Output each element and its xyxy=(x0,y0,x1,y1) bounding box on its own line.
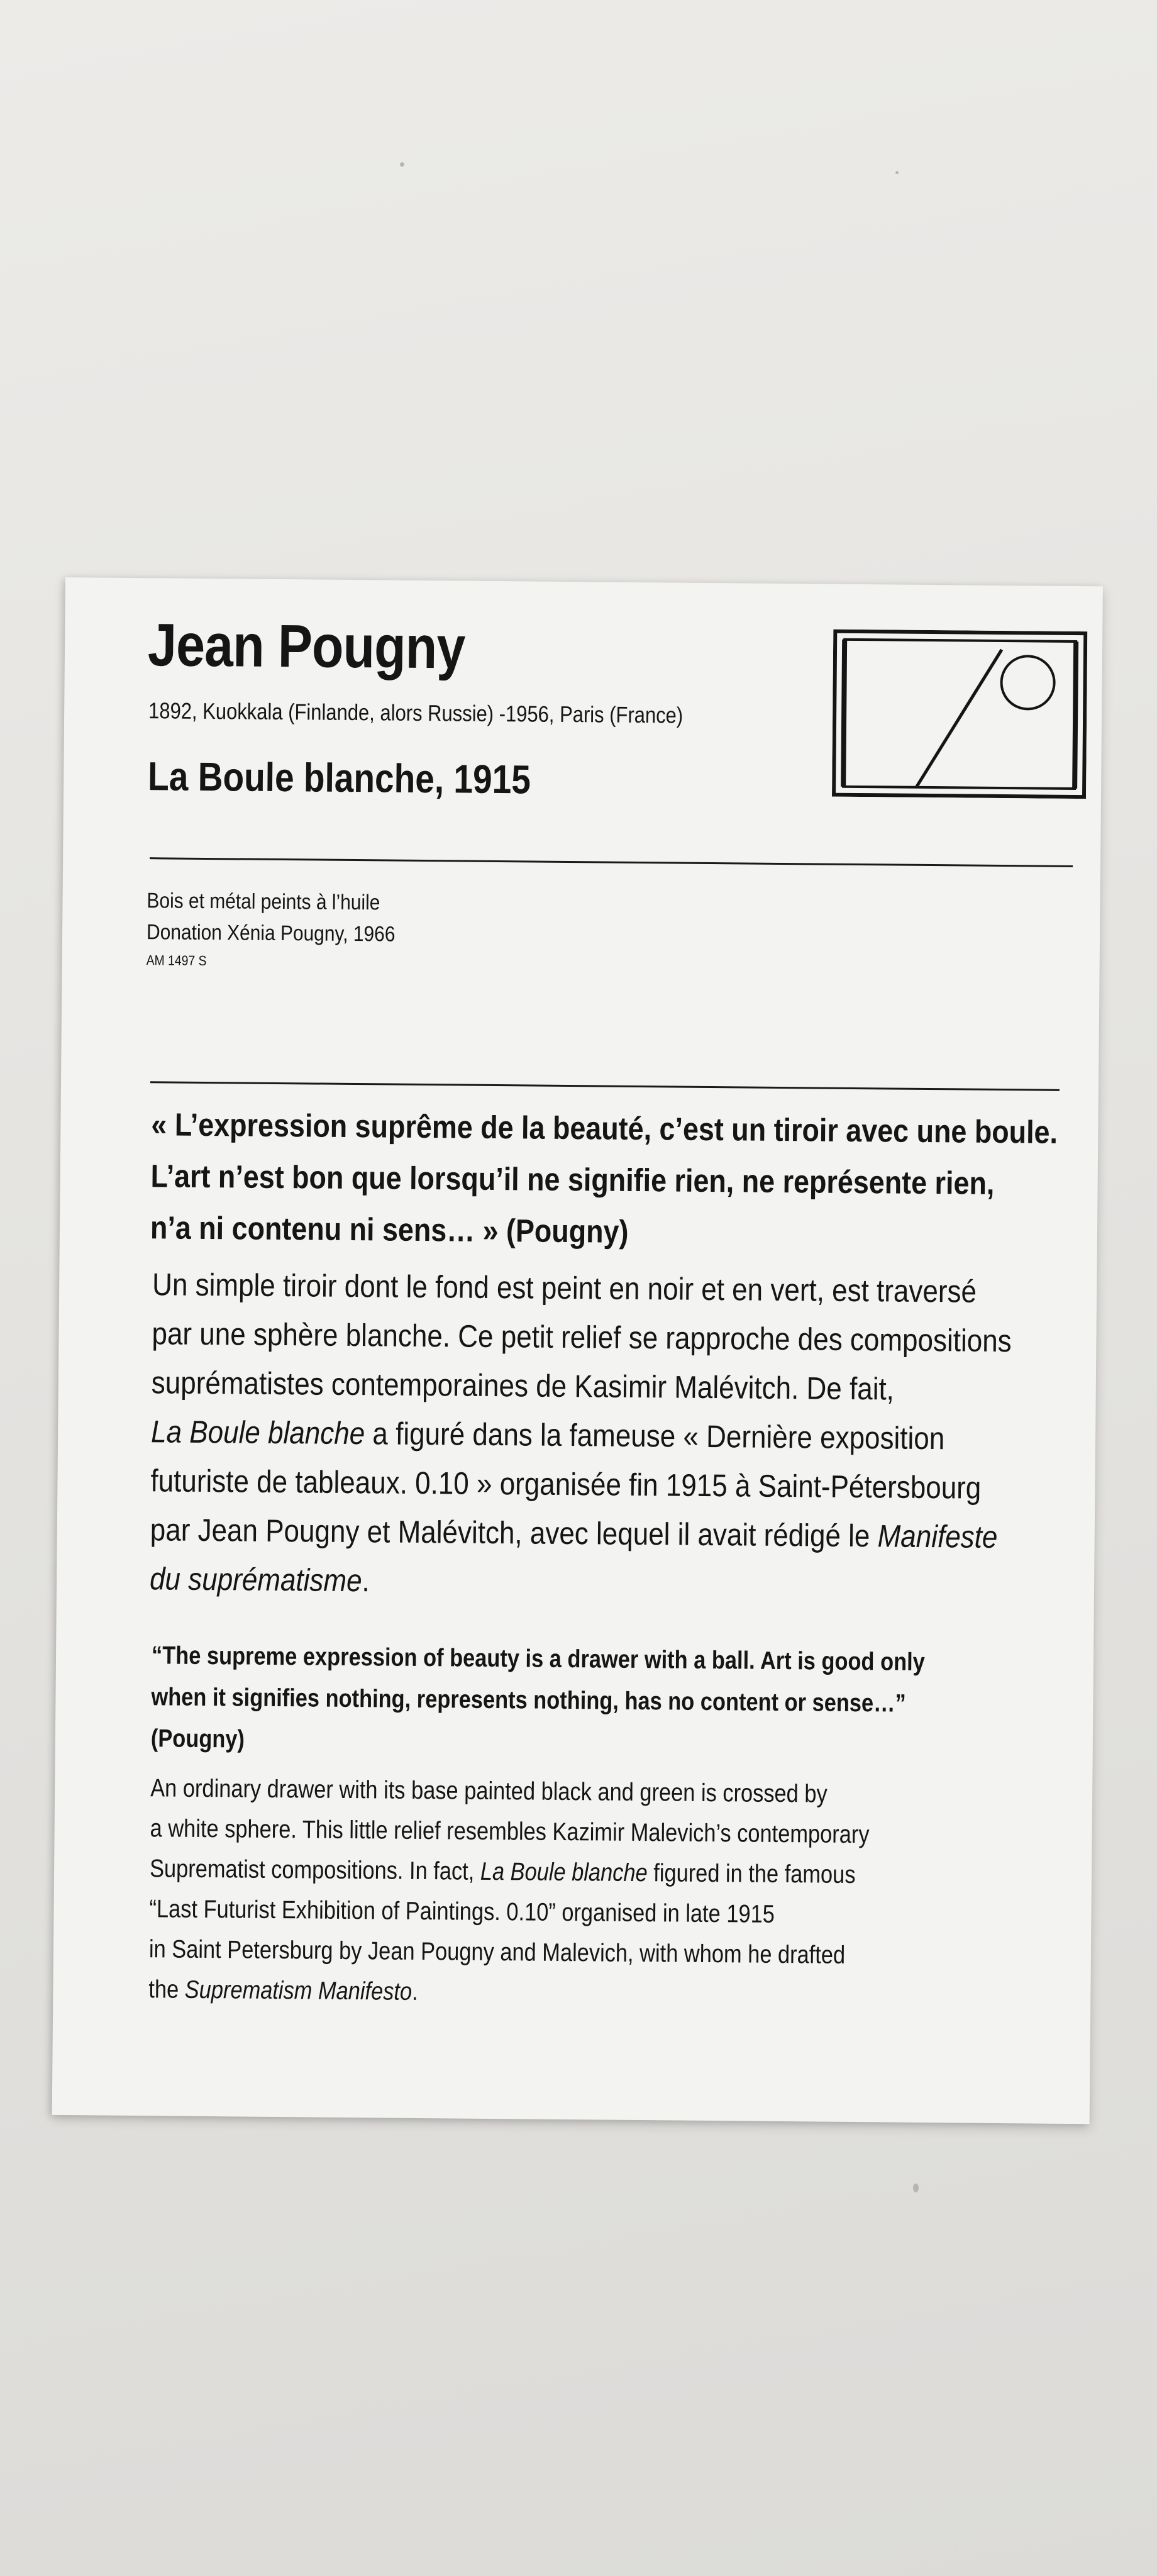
wall-speck xyxy=(913,2184,919,2192)
inventory-number: AM 1497 S xyxy=(146,952,207,969)
italic-title: Suprematism Manifesto xyxy=(184,1975,412,2006)
text-line: du suprématisme. xyxy=(149,1561,370,1599)
artwork-medium: Bois et métal peints à l’huile xyxy=(147,889,380,915)
italic-title: Manifeste xyxy=(877,1518,998,1555)
italic-title: La Boule blanche xyxy=(480,1857,648,1887)
quote-line: n’a ni contenu ni sens… » (Pougny) xyxy=(150,1209,629,1250)
english-description xyxy=(148,1768,1038,2017)
text-line: the Suprematism Manifesto. xyxy=(148,1975,418,2006)
quote-line: L’art n’est bon que lorsqu’il ne signifie rien, ne représente rien, xyxy=(150,1158,995,1201)
french-quote xyxy=(150,1099,1058,1261)
quote-line: “The supreme expression of beauty is a drawer with a ball. Art is good only xyxy=(151,1641,925,1676)
wall-speck xyxy=(400,162,404,167)
text-line: suprématistes contemporaines de Kasimir Malévitch. De fait, xyxy=(151,1365,895,1407)
french-description xyxy=(150,1260,1038,1611)
text-line: Un simple tiroir dont le fond est peint en noir et en vert, est traversé xyxy=(152,1267,977,1309)
artwork-details xyxy=(147,885,396,975)
text-line: par Jean Pougny et Malévitch, avec lequel il avait rédigé le Manifeste xyxy=(150,1512,998,1555)
text-line: La Boule blanche a figuré dans la fameuse « Dernière exposition xyxy=(150,1414,945,1457)
quote-line: (Pougny) xyxy=(150,1724,245,1753)
text-line: An ordinary drawer with its base painted black and green is crossed by xyxy=(150,1774,828,1808)
museum-label-card xyxy=(52,577,1103,2124)
english-quote xyxy=(151,1635,1022,1767)
artist-name: Jean Pougny xyxy=(147,611,465,682)
text-line: Suprematist compositions. In fact, La Boule blanche figured in the famous xyxy=(149,1855,856,1889)
text-line: futuriste de tableaux. 0.10 » organisée fin 1915 à Saint-Pétersbourg xyxy=(150,1463,982,1506)
italic-title: du suprématisme xyxy=(149,1561,362,1599)
artwork-title: La Boule blanche, 1915 xyxy=(147,753,531,802)
text-line: par une sphère blanche. Ce petit relief se rapproche des compositions xyxy=(152,1316,1012,1359)
artist-dates: 1892, Kuokkala (Finlande, alors Russie) -1956, Paris (France) xyxy=(148,697,684,728)
text-line: a white sphere. This little relief resembles Kazimir Malevich’s contemporary xyxy=(150,1814,870,1849)
text-line: in Saint Petersburg by Jean Pougny and Malevich, with whom he drafted xyxy=(148,1935,846,1969)
text-line: “Last Futurist Exhibition of Paintings. 0.10” organised in late 1915 xyxy=(149,1895,775,1928)
quote-line: when it signifies nothing, represents nothing, has no content or sense…” xyxy=(151,1683,906,1718)
wall-speck xyxy=(895,171,899,174)
italic-title: La Boule blanche xyxy=(150,1414,365,1452)
divider-line xyxy=(150,857,1073,867)
artwork-credit: Donation Xénia Pougny, 1966 xyxy=(146,920,396,947)
divider-line xyxy=(150,1081,1060,1091)
artwork-thumbnail-icon xyxy=(832,630,1087,799)
quote-line: « L’expression suprême de la beauté, c’est un tiroir avec une boule. xyxy=(151,1106,1058,1150)
